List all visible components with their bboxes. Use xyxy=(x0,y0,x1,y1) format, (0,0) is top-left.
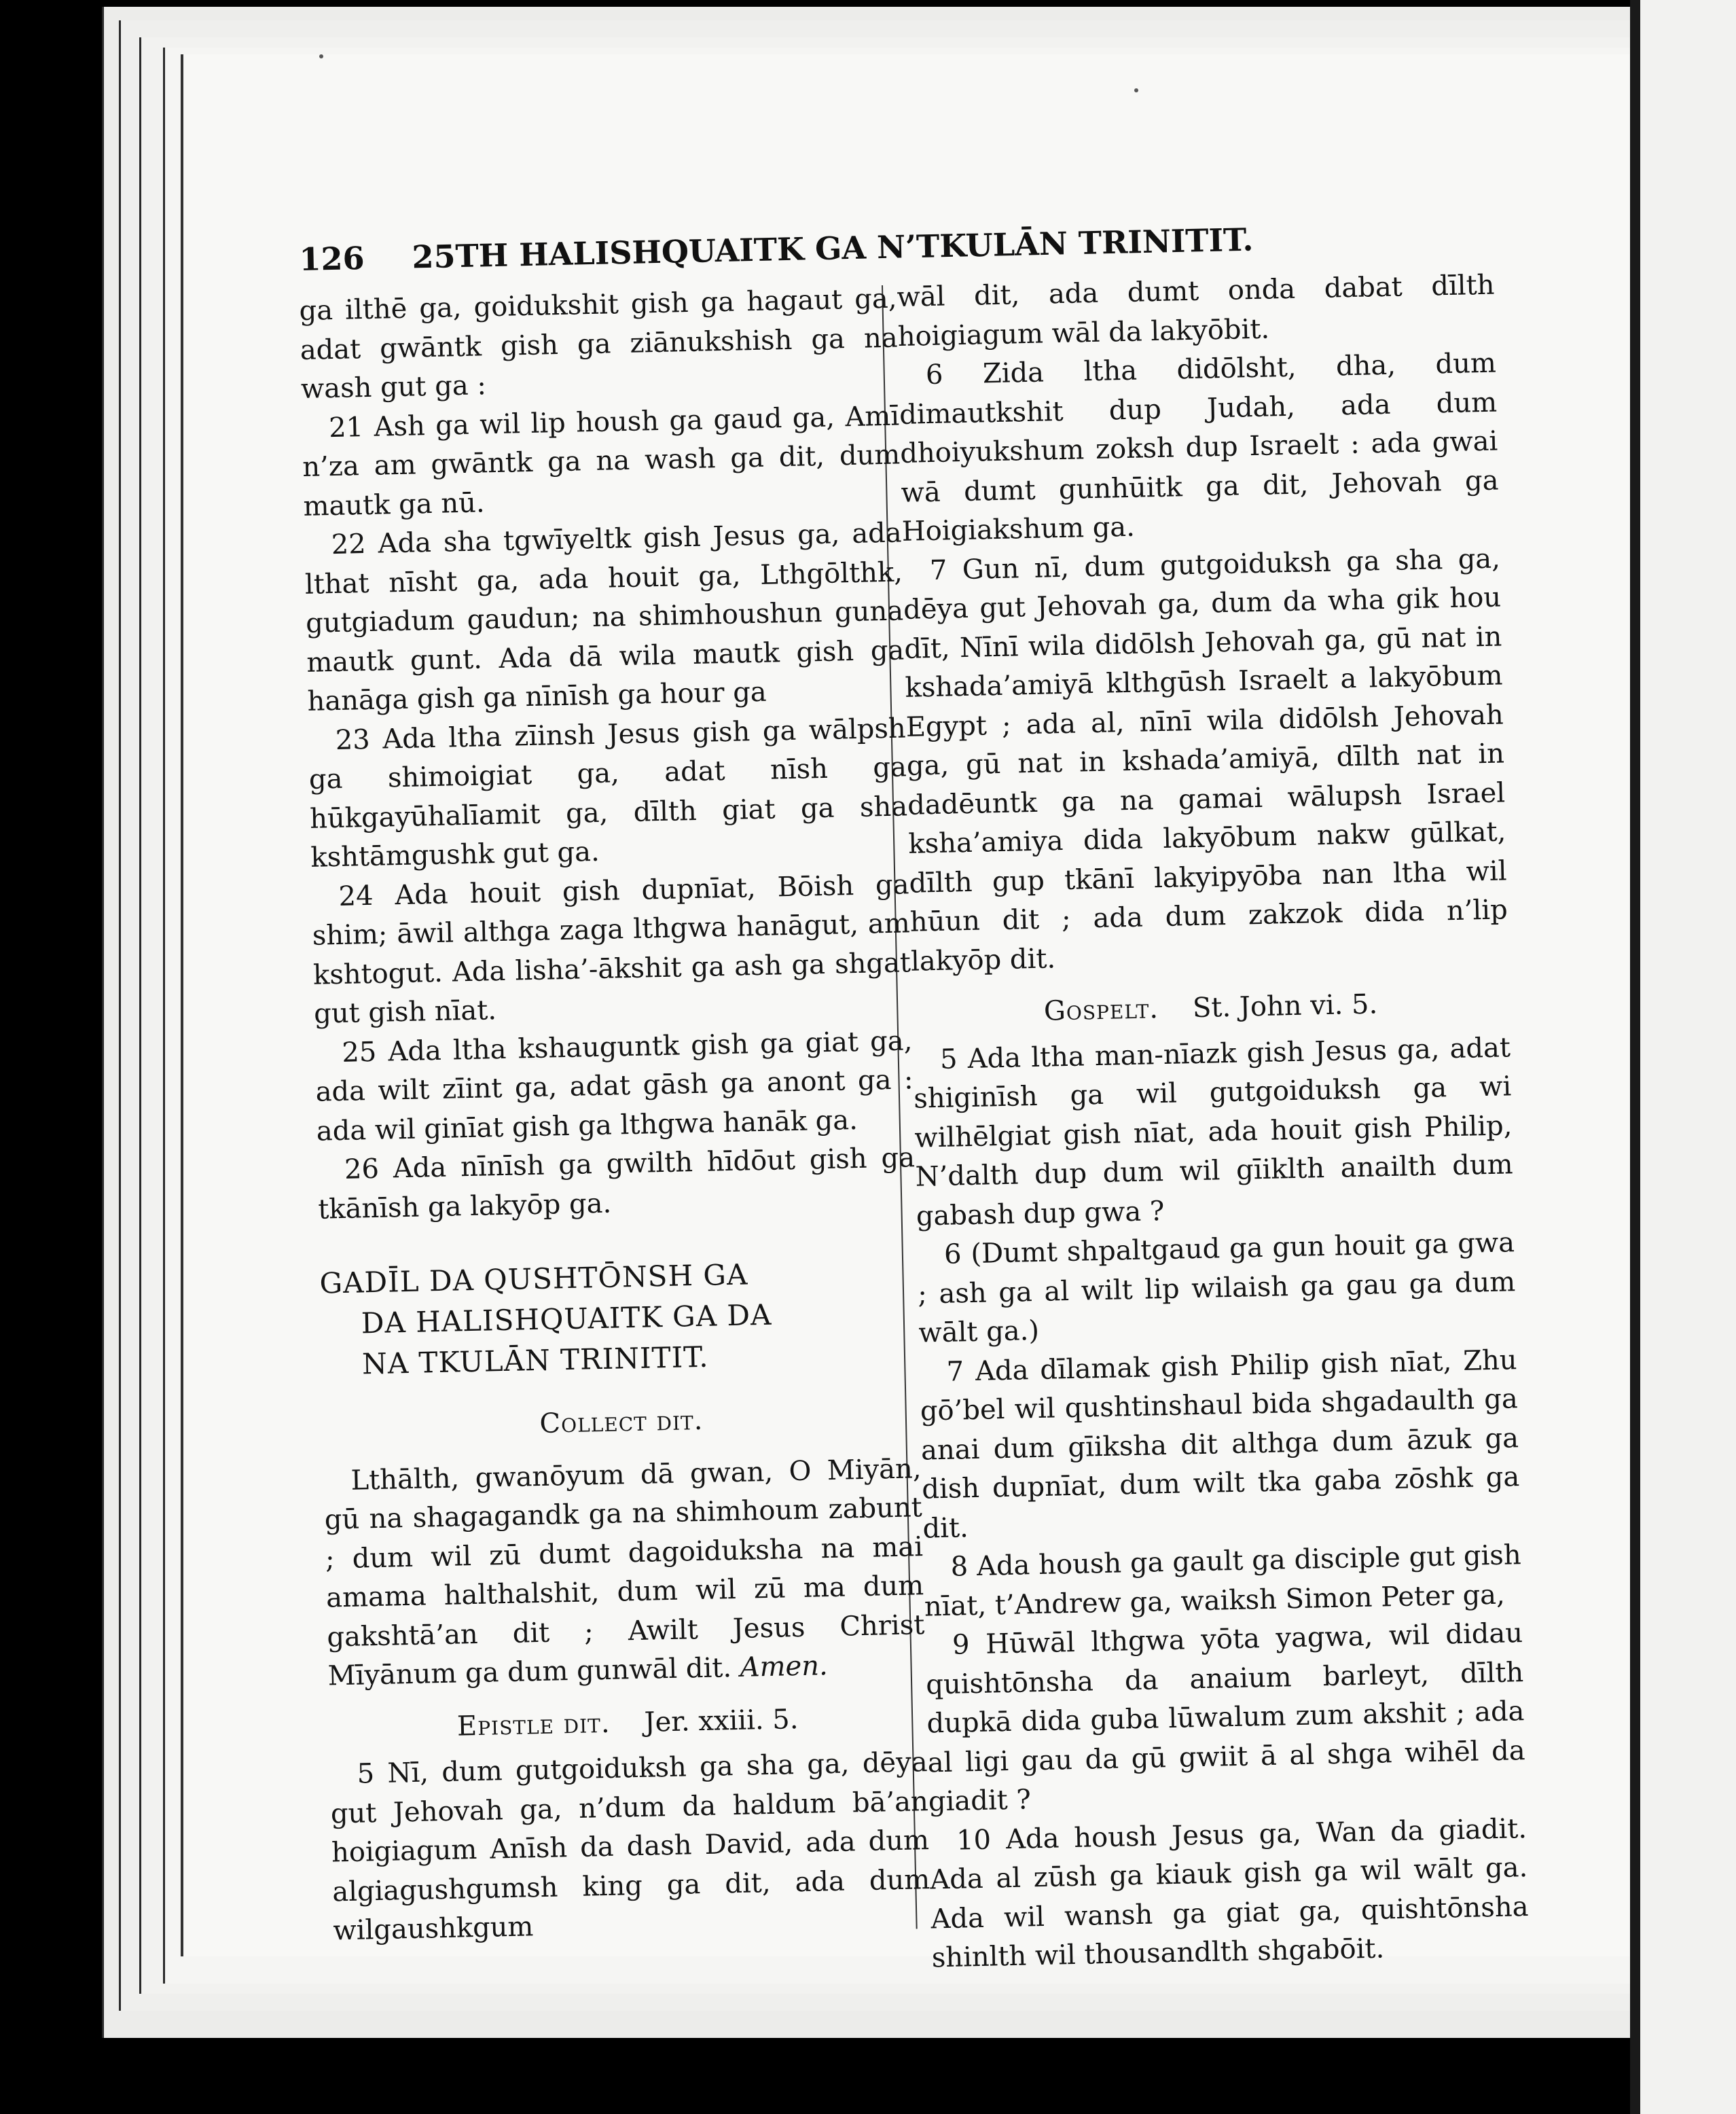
collect-text xyxy=(323,1450,926,1696)
speck xyxy=(319,54,323,58)
page-gutter xyxy=(1630,0,1640,2114)
section-title-line: DA HALISHQUAITK GA DA xyxy=(361,1297,772,1340)
running-title: 25TH HALISHQUAITK GA N’TKULĀN TRINITIT. xyxy=(411,221,1254,276)
epistle-heading xyxy=(329,1698,927,1749)
gospel-verse: 7 Ada dīlamak gish Philip gish nīat, Zhu gō’bel wil qushtinshaul bida shgadaulth ga anai dum gīiksha dit althga dum āzuk ga dish dupnīat, dum wilt tka gaba zōshk ga dit. xyxy=(920,1344,1520,1545)
section-title-line: NA TKULĀN TRINITIT. xyxy=(361,1340,709,1381)
epistle-reference: Jer. xxiii. 5. xyxy=(644,1703,799,1738)
verse-paragraph: 23 Ada ltha zīinsh Jesus gish ga wālpsh ga shimoigiat ga, adat nīsh ga hūkgayūhalīamit ga, dīlth giat ga sha kshtāmgushk gut ga. xyxy=(308,712,908,874)
collect-heading: Collect dit. xyxy=(539,1404,704,1439)
left-column xyxy=(299,280,931,1951)
epistle-label: Epistle dit. xyxy=(456,1707,611,1742)
verse-paragraph: 26 Ada nīnīsh ga gwilth hīdōut gish ga tkānīsh ga lakyōp ga. xyxy=(317,1142,916,1225)
verse-paragraph: 22 Ada sha tgwīyeltk gish Jesus ga, ada lthat nīsht ga, ada houit ga, Lthgōlthk, gutgiadum gaudun; na shimhoushun guna mautk gunt. Ada dā wila mautk gish ga hanāga gish ga nīnīsh ga hour ga xyxy=(304,517,905,717)
gospel-verse: 8 Ada housh ga gault ga disciple gut gish nīat, t’Andrew ga, waiksh Simon Peter ga, xyxy=(924,1539,1522,1623)
page-number: 126 xyxy=(299,239,365,278)
epistle-text: 5 Nī, dum gutgoiduksh ga sha ga, dēya gut Jehovah ga, n’dum da haldum bā’an hoigiagum Anīsh da dash David, ada dum algiagushgumsh king ga dit, ada dum wilgaushkgum xyxy=(330,1746,930,1947)
verse-paragraph: 25 Ada ltha kshauguntk gish ga giat ga, ada wilt zīint ga, adat gāsh ga anont ga : ada wil ginīat gish ga lthgwa hanāk ga. xyxy=(315,1024,914,1147)
gospel-heading xyxy=(911,982,1510,1034)
gospel-label: Gospelt. xyxy=(1043,993,1159,1027)
verse-paragraph: wāl dit, ada dumt onda dabat dīlth hoigiagum wāl da lakyōbit. xyxy=(897,269,1495,353)
amen-text: Amen. xyxy=(740,1650,829,1683)
speck xyxy=(1134,88,1138,92)
gospel-verse: 9 Hūwāl lthgwa yōta yagwa, wil didau quishtōnsha da anaium barleyt, dīlth dupkā dida guba lūwalum zum akshit ; ada al ligi gau da gū gwiit ā al shga wihēl da giadit ? xyxy=(925,1617,1526,1818)
gospel-verse: 10 Ada housh Jesus ga, Wan da giadit. Ada al zūsh ga kiauk gish ga wil wālt ga. Ada wil wansh ga giat ga, quishtōnsha shinlth wil thousandlth shgabōit. xyxy=(929,1812,1529,1974)
verse-paragraph: ga ilthē ga, goidukshit gish ga hagaut ga, adat gwāntk gish ga ziānukshish ga na wash gut ga : xyxy=(299,283,899,405)
collect-body: Lthālth, gwanōyum dā gwan, O Miyān, gū na shagagandk ga na shimhoum zabunt ; dum wil zū dumt dagoiduksha na mai amama halthalshit, dum wil zū ma dum gakshtā’an dit ; Awilt Jesus Christ Mīyānum ga dum gunwāl dit. xyxy=(324,1452,925,1692)
gospel-verse: 6 (Dumt shpaltgaud ga gun houit ga gwa ; ash ga al wilt lip wilaish ga gau ga dum wālt ga.) xyxy=(917,1227,1516,1349)
gospel-verse: 5 Ada ltha man-nīazk gish Jesus ga, adat shiginīsh ga wil gutgoiduksh ga wi wilhēlgiat gish nīat, ada houit gish Philip, N’dalth dup dum wil gīiklth anailth dum gabash dup gwa ? xyxy=(913,1031,1513,1232)
section-title xyxy=(319,1251,920,1385)
right-column xyxy=(897,266,1530,1978)
section-title-line: GADĪL DA QUSHTŌNSH GA xyxy=(319,1257,748,1300)
verse-paragraph: 24 Ada houit gish dupnīat, Bōish ga shim; āwil althga zaga lthgwa hanāgut, am kshtogut. Ada lisha’-ākshit ga ash ga shgat gut gish nīat. xyxy=(312,868,911,1030)
facing-page-edge xyxy=(1640,0,1736,2114)
verse-paragraph: 21 Ash ga wil lip housh ga gaud ga, Amī n’za am gwāntk ga na wash ga dit, dum mautk ga nū. xyxy=(302,400,901,522)
verse-paragraph: 7 Gun nī, dum gutgoiduksh ga sha ga, dēya gut Jehovah ga, dum da wha gik hou dīt, Nīnī wila didōlsh Jehovah ga, gū nat in kshada’amiyā klthgūsh Israelt a lakyōbum Egypt ; ada al, nīnī wila didōlsh Jehovah ga, gū nat in kshada’amiyā, dīlth nat in dadēuntk ga na gamai wālupsh Israel ksha’amiya dida lakyōbum nakw gūlkat, dīlth gup tkānī lakyipyōba nan ltha wil hūun dit ; ada dum zakzok dida n’lip lakyōp dit. xyxy=(903,542,1508,978)
gospel-reference: St. John vi. 5. xyxy=(1192,988,1378,1024)
verse-paragraph: 6 Zida ltha didōlsht, dha, dum dimautkshit dup Judah, ada dum dhoiyukshum zoksh dup Israelt : ada gwai wā dumt gunhūitk ga dit, Jehovah ga Hoigiakshum ga. xyxy=(899,347,1499,548)
